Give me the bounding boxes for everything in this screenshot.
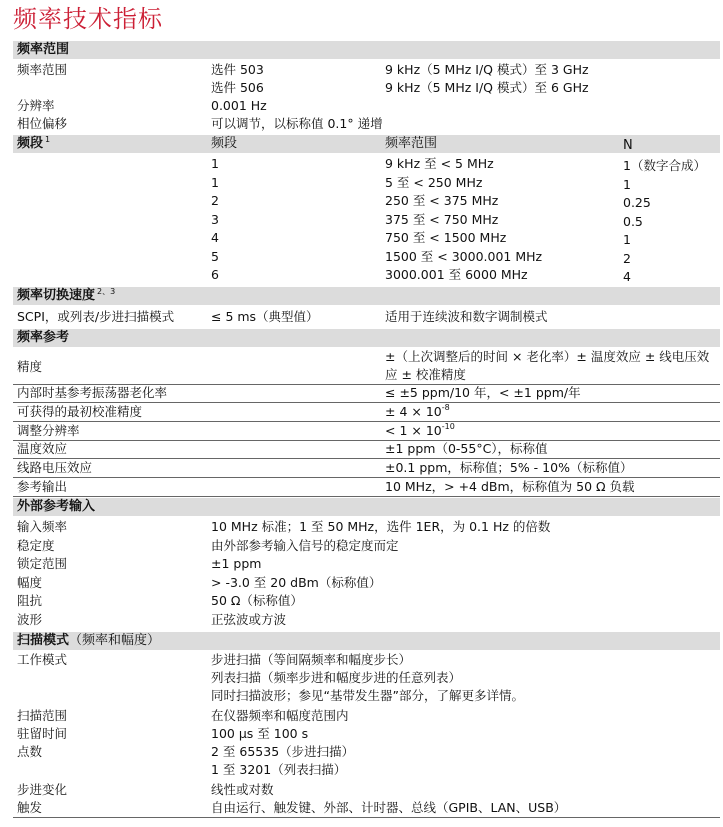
section-title: 频段 bbox=[17, 136, 44, 151]
band-range: 9 kHz 至 < 5 MHz bbox=[385, 156, 494, 171]
section-header-frequency-reference bbox=[13, 329, 720, 347]
column-header-band: 频段 bbox=[211, 136, 238, 151]
band-n: 0.25 bbox=[623, 195, 651, 210]
band-range: 1500 至 < 3000.001 MHz bbox=[385, 248, 543, 264]
spec-row bbox=[13, 592, 720, 610]
spec-label: 幅度 bbox=[17, 574, 43, 590]
band-range: 750 至 < 1500 MHz bbox=[385, 230, 507, 245]
spec-label: 稳定度 bbox=[17, 537, 55, 553]
spec-label: 扫描范围 bbox=[17, 708, 68, 723]
spec-row bbox=[13, 79, 720, 97]
spec-label: 频率范围 bbox=[17, 62, 68, 77]
spec-row bbox=[13, 574, 720, 592]
table-row bbox=[13, 155, 720, 173]
section-title: 频率参考 bbox=[17, 330, 70, 345]
section-header-switch-speed bbox=[13, 287, 720, 305]
spec-value: > -3.0 至 20 dBm（标称值） bbox=[211, 574, 382, 590]
table-row bbox=[13, 248, 720, 266]
spec-row bbox=[13, 97, 720, 115]
spec-label: 内部时基参考振荡器老化率 bbox=[17, 385, 168, 400]
spec-value-text: < 1 × 10 bbox=[385, 422, 442, 438]
band-n: 4 bbox=[623, 269, 631, 284]
spec-label: SCPI，或列表/步进扫描模式 bbox=[17, 309, 175, 324]
band-number: 1 bbox=[211, 174, 219, 190]
spec-value: ≤ 5 ms（典型值） bbox=[211, 309, 319, 324]
band-number: 6 bbox=[211, 267, 219, 282]
spec-value: 线性或对数 bbox=[211, 782, 274, 797]
spec-label: 调整分辨率 bbox=[17, 422, 80, 438]
spec-value-text: ± 4 × 10 bbox=[385, 403, 442, 419]
table-row bbox=[13, 192, 720, 210]
spec-row bbox=[13, 761, 720, 779]
section-header-external-reference bbox=[13, 498, 720, 516]
column-header-range: 频率范围 bbox=[385, 136, 438, 151]
spec-label: 可获得的最初校准精度 bbox=[17, 403, 143, 419]
spec-row bbox=[13, 537, 720, 555]
spec-value bbox=[385, 403, 450, 421]
spec-label: 波形 bbox=[17, 611, 43, 627]
spec-value-text: 10 MHz，> +4 dBm，标称值为 50 Ω 负载 bbox=[385, 479, 635, 494]
spec-value: 9 kHz（5 MHz I/Q 模式）至 3 GHz bbox=[385, 62, 589, 77]
spec-row bbox=[13, 348, 720, 385]
band-n: 2 bbox=[623, 250, 631, 266]
spec-label: 工作模式 bbox=[17, 652, 68, 667]
spec-row bbox=[13, 781, 720, 799]
option-label: 选件 506 bbox=[211, 80, 264, 95]
footnote-marker: 1 bbox=[45, 135, 51, 144]
band-number: 2 bbox=[211, 193, 219, 208]
spec-value: 在仪器频率和幅度范围内 bbox=[211, 708, 349, 723]
section-header-bands bbox=[13, 135, 720, 153]
spec-label: 输入频率 bbox=[17, 519, 68, 534]
spec-row bbox=[13, 799, 720, 818]
spec-value: 2 至 65535（步进扫描） bbox=[211, 744, 355, 759]
band-range: 375 至 < 750 MHz bbox=[385, 211, 499, 227]
spec-label: 步进变化 bbox=[17, 782, 68, 797]
page-title: 频率技术指标 bbox=[13, 5, 163, 33]
band-number: 1 bbox=[211, 156, 219, 171]
spec-label: 相位偏移 bbox=[17, 116, 68, 131]
spec-value-text: ±0.1 ppm，标称值；5% - 10%（标称值） bbox=[385, 460, 633, 476]
spec-value: 步进扫描（等间隔频率和幅度步长） bbox=[211, 652, 412, 667]
section-subtitle: （频率和幅度） bbox=[69, 633, 161, 648]
spec-value: ±1 ppm bbox=[211, 556, 262, 571]
spec-value: 10 MHz 标准；1 至 50 MHz，选件 1ER，为 0.1 Hz 的倍数 bbox=[211, 519, 551, 534]
spec-row bbox=[13, 440, 720, 459]
spec-value: 9 kHz（5 MHz I/Q 模式）至 6 GHz bbox=[385, 80, 589, 95]
spec-value: 0.001 Hz bbox=[211, 98, 267, 113]
table-row bbox=[13, 211, 720, 229]
band-number: 5 bbox=[211, 248, 219, 264]
exponent: -8 bbox=[441, 402, 450, 412]
spec-row bbox=[13, 61, 720, 79]
spec-value bbox=[385, 478, 635, 496]
spec-value: 列表扫描（频率步进和幅度步进的任意列表） bbox=[211, 670, 462, 685]
spec-row bbox=[13, 459, 720, 478]
spec-value bbox=[385, 459, 632, 477]
spec-value: 可以调节，以标称值 0.1° 递增 bbox=[211, 116, 383, 131]
table-row bbox=[13, 229, 720, 247]
footnote-marker: 2、3 bbox=[97, 287, 116, 296]
spec-row bbox=[13, 384, 720, 403]
band-number: 3 bbox=[211, 211, 219, 227]
table-row bbox=[13, 266, 720, 284]
section-title: 外部参考输入 bbox=[17, 499, 96, 514]
spec-row bbox=[13, 422, 720, 441]
spec-row bbox=[13, 555, 720, 573]
table-row bbox=[13, 174, 720, 192]
spec-label: 触发 bbox=[17, 800, 43, 815]
spec-value-text: ±1 ppm（0-55°C），标称值 bbox=[385, 441, 548, 457]
band-n: 0.5 bbox=[623, 213, 643, 229]
section-header-sweep-mode bbox=[13, 632, 720, 650]
spec-value: ±（上次调整后的时间 × 老化率）± 温度效应 ± 线电压效应 ± 校准精度 bbox=[385, 349, 710, 382]
spec-row bbox=[13, 669, 720, 687]
exponent: -10 bbox=[441, 421, 455, 431]
spec-value: 1 至 3201（列表扫描） bbox=[211, 762, 347, 777]
spec-label: 锁定范围 bbox=[17, 556, 68, 571]
spec-row bbox=[13, 651, 720, 669]
option-label: 选件 503 bbox=[211, 62, 264, 77]
spec-note: 适用于连续波和数字调制模式 bbox=[385, 309, 548, 324]
spec-value-text: ≤ ±5 ppm/10 年，< ±1 ppm/年 bbox=[385, 385, 581, 400]
spec-row bbox=[13, 308, 720, 326]
band-n: 1（数字合成） bbox=[623, 158, 706, 173]
spec-row bbox=[13, 725, 720, 743]
section-title: 频率切换速度 bbox=[17, 288, 96, 303]
spec-value: 正弦波或方波 bbox=[211, 611, 287, 627]
spec-value: 同时扫描波形；参见“基带发生器”部分，了解更多详情。 bbox=[211, 688, 524, 703]
spec-row bbox=[13, 478, 720, 497]
band-n: 1 bbox=[623, 232, 631, 247]
spec-row bbox=[13, 707, 720, 725]
column-header-n: N bbox=[623, 138, 633, 153]
spec-value bbox=[385, 440, 548, 458]
spec-value: 100 μs 至 100 s bbox=[211, 726, 309, 741]
band-range: 3000.001 至 6000 MHz bbox=[385, 267, 528, 282]
spec-label: 精度 bbox=[17, 359, 43, 374]
spec-value bbox=[385, 422, 455, 440]
band-range: 250 至 < 375 MHz bbox=[385, 193, 499, 208]
spec-row bbox=[13, 403, 720, 422]
section-title: 频率范围 bbox=[17, 42, 70, 57]
spec-label: 温度效应 bbox=[17, 441, 68, 457]
spec-label: 分辨率 bbox=[17, 98, 55, 113]
spec-row bbox=[13, 611, 720, 629]
band-number: 4 bbox=[211, 230, 219, 245]
spec-row bbox=[13, 743, 720, 761]
section-header-frequency-range bbox=[13, 41, 720, 59]
band-range: 5 至 < 250 MHz bbox=[385, 174, 483, 190]
spec-label: 点数 bbox=[17, 744, 43, 759]
spec-label: 驻留时间 bbox=[17, 726, 68, 741]
spec-value bbox=[385, 384, 581, 402]
spec-row bbox=[13, 518, 720, 536]
spec-label: 阻抗 bbox=[17, 593, 43, 608]
spec-value: 自由运行、触发键、外部、计时器、总线（GPIB、LAN、USB） bbox=[211, 800, 567, 815]
spec-row bbox=[13, 115, 720, 133]
spec-row bbox=[13, 687, 720, 705]
section-title: 扫描模式 bbox=[17, 633, 70, 648]
spec-value: 由外部参考输入信号的稳定度而定 bbox=[211, 537, 399, 553]
band-n: 1 bbox=[623, 176, 631, 192]
spec-value: 50 Ω（标称值） bbox=[211, 593, 303, 608]
spec-label: 参考输出 bbox=[17, 479, 68, 494]
spec-label: 线路电压效应 bbox=[17, 460, 93, 476]
